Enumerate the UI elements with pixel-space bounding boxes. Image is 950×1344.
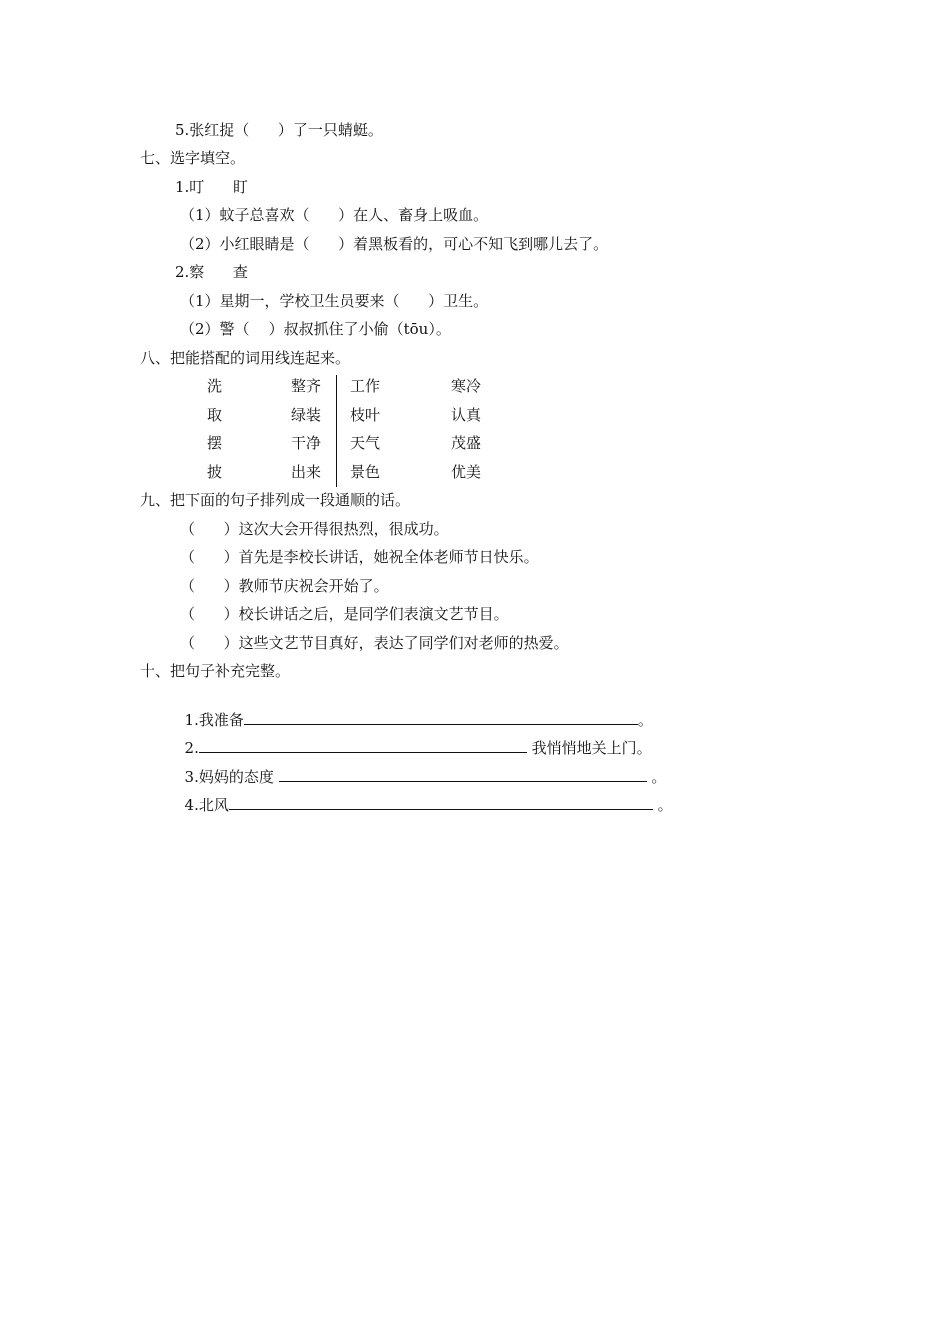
match-word: 茂盛 — [451, 434, 482, 452]
match-word: 认真 — [451, 406, 482, 424]
section-7-title: 七、选字填空。 — [140, 149, 246, 167]
ordering-item: （ ）校长讲话之后，是同学们表演文艺节目。 — [180, 605, 509, 623]
ordering-item: （ ）这次大会开得很热烈，很成功。 — [180, 520, 449, 538]
column-divider — [336, 375, 337, 487]
answer-blank[interactable] — [229, 795, 653, 810]
section-10-title: 十、把句子补充完整。 — [140, 662, 291, 680]
completion-prefix: 4.北风 — [184, 796, 229, 814]
match-word: 天气 — [350, 434, 381, 452]
completion-prefix: 1.我准备 — [184, 711, 244, 729]
match-word: 绿装 — [291, 406, 322, 424]
completion-item-4 — [175, 775, 673, 815]
completion-suffix: 。 — [646, 768, 667, 786]
completion-prefix: 2. — [184, 739, 199, 757]
match-word: 枝叶 — [350, 406, 381, 424]
completion-suffix: 我悄悄地关上门。 — [526, 739, 652, 757]
question-6-item-5: 5.张红捉（ ）了一只蜻蜓。 — [175, 121, 383, 139]
match-word: 寒冷 — [451, 377, 482, 395]
section-7-group-1-q1: （1）蚊子总喜欢（ ）在人、畜身上吸血。 — [180, 206, 489, 224]
section-7-group-2-q1: （1）星期一，学校卫生员要来（ ）卫生。 — [180, 292, 489, 310]
match-word: 摆 — [207, 434, 223, 452]
match-word: 整齐 — [291, 377, 322, 395]
match-word: 披 — [207, 463, 223, 481]
section-7-group-1-label: 1.叮 盯 — [175, 178, 248, 196]
completion-suffix: 。 — [637, 711, 653, 729]
section-7-group-1-q2: （2）小红眼睛是（ ）着黑板看的，可心不知飞到哪儿去了。 — [180, 235, 609, 253]
match-word: 干净 — [291, 434, 322, 452]
match-word: 洗 — [207, 377, 223, 395]
section-8-title: 八、把能搭配的词用线连起来。 — [140, 349, 351, 367]
ordering-item: （ ）首先是李校长讲话，她祝全体老师节日快乐。 — [180, 548, 539, 566]
match-word: 优美 — [451, 463, 482, 481]
section-9-title: 九、把下面的句子排列成一段通顺的话。 — [140, 491, 411, 509]
match-word: 取 — [207, 406, 223, 424]
completion-suffix: 。 — [652, 796, 673, 814]
section-7-group-2-q2: （2）警（ ）叔叔抓住了小偷（tōu）。 — [180, 320, 451, 338]
section-7-group-2-label: 2.察 查 — [175, 263, 248, 281]
match-word: 景色 — [350, 463, 381, 481]
ordering-item: （ ）这些文艺节目真好，表达了同学们对老师的热爱。 — [180, 634, 569, 652]
ordering-item: （ ）教师节庆祝会开始了。 — [180, 577, 389, 595]
match-word: 出来 — [291, 463, 322, 481]
completion-prefix: 3.妈妈的态度 — [184, 768, 279, 786]
match-word: 工作 — [350, 377, 381, 395]
